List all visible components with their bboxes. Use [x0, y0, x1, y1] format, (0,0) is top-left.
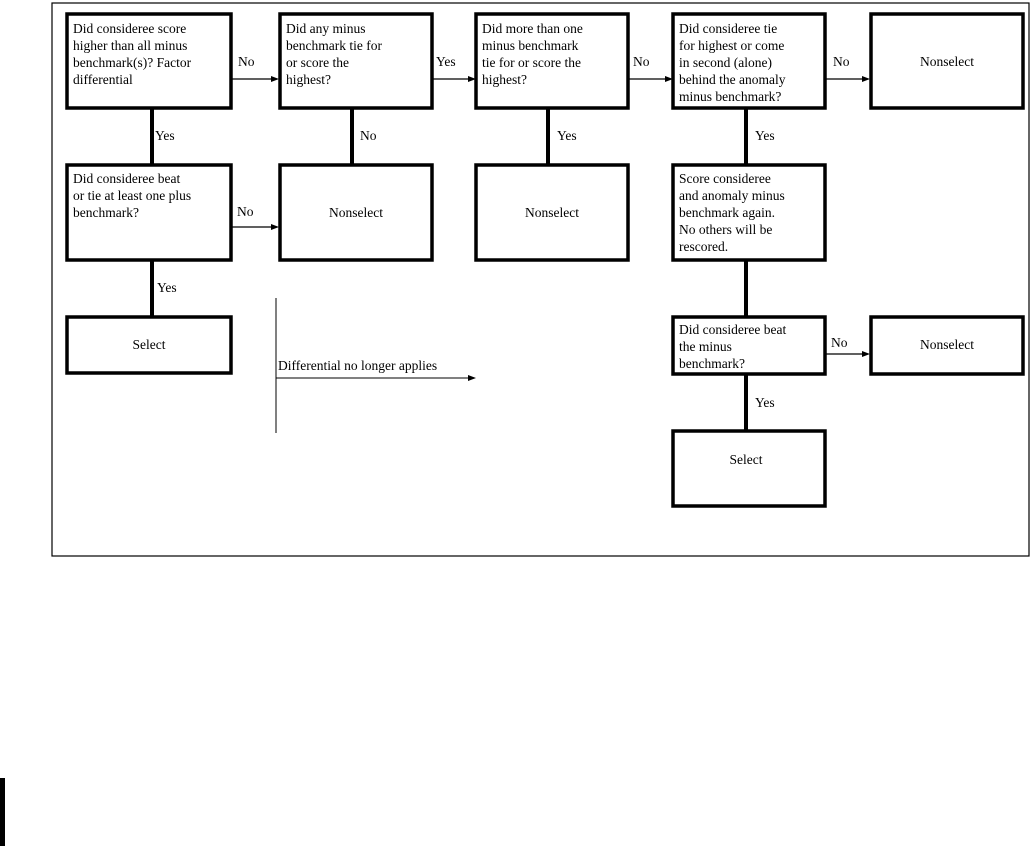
node-n7 [280, 165, 432, 260]
node-n9-label: Score consideree and anomaly minus benchmark again. No others will be rescored. [679, 171, 785, 254]
node-n5-label: Nonselect [920, 54, 974, 69]
edge-label-n1-n6: Yes [155, 128, 175, 143]
arrowhead-n6-n7 [271, 224, 279, 230]
node-n13 [673, 431, 825, 506]
node-n11-label: Did consideree beat the minus benchmark? [679, 322, 787, 371]
node-n8 [476, 165, 628, 260]
edge-label-n4-n9: Yes [755, 128, 775, 143]
node-n9 [673, 165, 825, 260]
node-n11 [673, 317, 825, 374]
edge-label-n2-n3: Yes [436, 54, 456, 69]
node-n1-label: Did consideree score higher than all minus benchmark(s)? Factor differential [73, 21, 192, 87]
node-n8-label: Nonselect [525, 205, 579, 220]
edge-label-n3-n8: Yes [557, 128, 577, 143]
edge-label-n6-n7: No [237, 204, 254, 219]
node-n12-label: Nonselect [920, 337, 974, 352]
edge-label-n6-n10: Yes [157, 280, 177, 295]
edge-label-n11-n13: Yes [755, 395, 775, 410]
edge-label-n4-n5: No [833, 54, 850, 69]
node-n6 [67, 165, 231, 260]
arrowhead-n4-n5 [862, 76, 870, 82]
node-n7-label: Nonselect [329, 205, 383, 220]
node-n3 [476, 14, 628, 108]
node-n6-label: Did consideree beat or tie at least one plus benchmark? [73, 171, 192, 220]
node-n10 [67, 317, 231, 373]
node-n13-label: Select [729, 452, 763, 467]
annotation-arrowhead [468, 375, 476, 381]
node-n3-label: Did more than one minus benchmark tie for or score the highest? [482, 21, 583, 87]
node-n4-label: Did consideree tie for highest or come in second (alone) behind the anomaly minus benchmark? [679, 21, 786, 104]
node-n2 [280, 14, 432, 108]
annotation-text: Differential no longer applies [278, 358, 438, 373]
node-n2-label: Did any minus benchmark tie for or score the highest? [286, 21, 382, 87]
node-n10-label: Select [132, 337, 166, 352]
node-n12 [871, 317, 1023, 374]
node-n4 [673, 14, 825, 108]
arrowhead-n1-n2 [271, 76, 279, 82]
edge-label-n2-n7: No [360, 128, 377, 143]
page-edge-mark [0, 778, 5, 846]
arrowhead-n11-n12 [862, 351, 870, 357]
edge-label-n11-n12: No [831, 335, 848, 350]
edge-label-n3-n4: No [633, 54, 650, 69]
node-n5 [871, 14, 1023, 108]
node-n1 [67, 14, 231, 108]
edge-label-n1-n2: No [238, 54, 255, 69]
